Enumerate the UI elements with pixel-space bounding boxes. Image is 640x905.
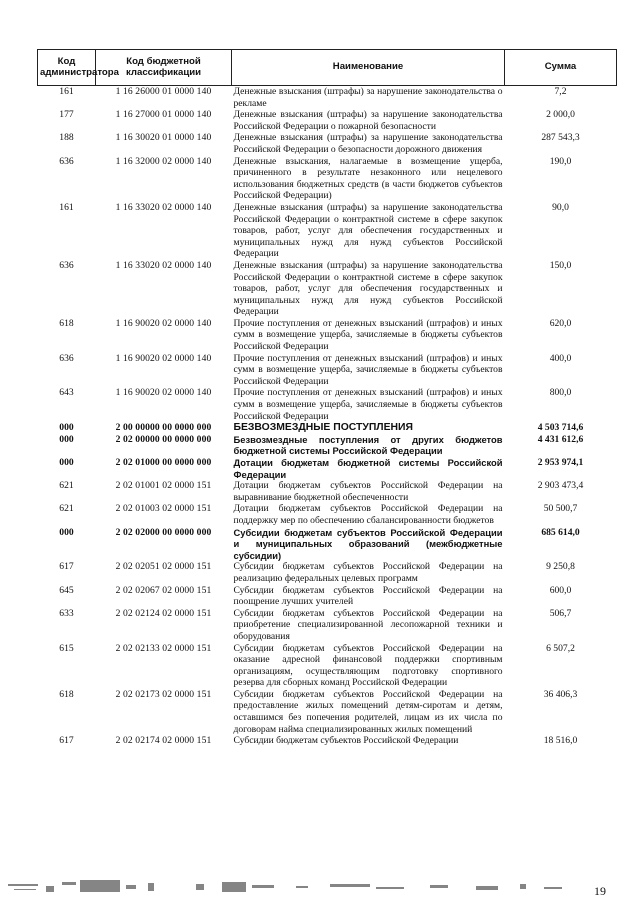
page-number: 19 [594, 884, 606, 898]
admin-code-cell: 615 [59, 642, 74, 654]
name-cell: Денежные взыскания, налагаемые в возмещение ущерба, причиненного в результате незаконного или нецелевого использования бюджетных средств (в части бюджетов субъектов Российской Федерации) [233, 155, 503, 202]
admin-code-cell: 177 [59, 109, 74, 121]
name-cell: Субсидии бюджетам субъектов Российской Федерации [233, 735, 459, 747]
admin-code-cell: 161 [59, 86, 74, 97]
budget-code-cell: 2 02 01003 02 0000 151 [115, 503, 212, 515]
budget-code-cell: 2 02 02051 02 0000 151 [115, 561, 212, 573]
budget-code-cell: 2 02 02124 02 0000 151 [115, 607, 212, 619]
sum-cell: 18 516,0 [543, 735, 578, 747]
budget-code-cell: 2 00 00000 00 0000 000 [115, 422, 212, 434]
budget-code-cell: 2 02 01000 00 0000 000 [115, 457, 212, 468]
name-cell: Субсидии бюджетам субъектов Российской Федерации на приобретение специализированной лесопожарной техники и оборудования [233, 607, 503, 642]
table-row [38, 109, 617, 132]
table-row [38, 86, 617, 110]
header-admin-code: Код администратора [38, 50, 96, 86]
table-row [38, 260, 617, 318]
admin-code-cell: 618 [59, 317, 74, 329]
table-row [38, 387, 617, 422]
admin-code-cell: 633 [59, 607, 74, 619]
admin-code-cell: 617 [59, 561, 74, 573]
sum-cell: 9 250,8 [546, 561, 575, 573]
budget-code-cell: 2 02 02133 02 0000 151 [115, 642, 212, 654]
name-cell: Дотации бюджетам субъектов Российской Федерации на поддержку мер по обеспечению сбалансированности бюджетов [233, 503, 503, 526]
sum-cell: 36 406,3 [543, 688, 578, 700]
sum-cell: 50 500,7 [543, 503, 578, 515]
table-row [38, 735, 617, 747]
table-row [38, 434, 617, 457]
name-cell: Денежные взыскания (штрафы) за нарушение законодательства Российской Федерации о контрактной системе в сфере закупок товаров, работ, услуг для обеспечения государственных и муниципальных нужд для нужд субъектов Российской Федерации [233, 259, 503, 318]
budget-code-cell: 2 02 02173 02 0000 151 [115, 688, 212, 700]
sum-cell: 685 614,0 [541, 526, 580, 538]
budget-code-cell: 1 16 27000 01 0000 140 [115, 109, 212, 121]
table-row [38, 503, 617, 526]
budget-code-cell: 1 16 90020 02 0000 140 [115, 387, 212, 399]
admin-code-cell: 161 [59, 201, 74, 213]
admin-code-cell: 643 [59, 387, 74, 399]
sum-cell: 190,0 [549, 155, 572, 167]
budget-code-cell: 1 16 33020 02 0000 140 [115, 259, 212, 271]
table-row [38, 353, 617, 388]
table-row [38, 608, 617, 643]
sum-cell: 2 953 974,1 [537, 457, 584, 468]
name-cell: Субсидии бюджетам субъектов Российской Федерации и муниципальных образований (межбюджетные субсидии) [233, 526, 503, 561]
name-cell: Денежные взыскания (штрафы) за нарушение законодательства о рекламе [233, 86, 503, 109]
name-cell: Дотации бюджетам субъектов Российской Федерации на выравнивание бюджетной обеспеченности [233, 480, 503, 503]
budget-code-cell: 2 02 00000 00 0000 000 [115, 433, 212, 445]
admin-code-cell: 621 [59, 480, 74, 492]
sum-cell: 600,0 [549, 584, 572, 596]
sum-cell: 6 507,2 [546, 642, 575, 654]
table-row [38, 643, 617, 689]
budget-code-cell: 1 16 33020 02 0000 140 [115, 201, 212, 213]
header-sum: Сумма [505, 50, 617, 86]
table-row [38, 457, 617, 480]
budget-code-cell: 1 16 90020 02 0000 140 [115, 317, 212, 329]
sum-cell: 7,2 [554, 86, 567, 97]
sum-cell: 4 503 714,6 [537, 422, 584, 434]
budget-code-cell: 2 02 02174 02 0000 151 [115, 735, 212, 747]
budget-code-cell: 2 02 02067 02 0000 151 [115, 584, 212, 596]
name-cell: Денежные взыскания (штрафы) за нарушение законодательства Российской Федерации о контрактной системе в сфере закупок товаров, работ, услуг для обеспечения государственных и муниципальных нужд для нужд субъектов Российской Федерации [233, 201, 503, 260]
sum-cell: 620,0 [549, 317, 572, 329]
admin-code-cell: 621 [59, 503, 74, 515]
name-cell: Субсидии бюджетам субъектов Российской Федерации на оказание адресной финансовой поддержки спортивным организациям, осуществляющим подготовку спортивного резерва для сборных команд Российской Федерации [233, 642, 503, 689]
name-cell: Денежные взыскания (штрафы) за нарушение законодательства Российской Федерации о безопасности дорожного движения [233, 132, 503, 155]
name-cell: БЕЗВОЗМЕЗДНЫЕ ПОСТУПЛЕНИЯ [233, 422, 413, 434]
name-cell: Дотации бюджетам бюджетной системы Российской Федерации [233, 457, 503, 480]
budget-code-cell: 1 16 30020 01 0000 140 [115, 132, 212, 144]
budget-code-cell: 1 16 32000 02 0000 140 [115, 155, 212, 167]
admin-code-cell: 000 [59, 526, 74, 538]
sum-cell: 150,0 [549, 259, 572, 271]
table-row [38, 202, 617, 260]
admin-code-cell: 000 [59, 433, 74, 445]
name-cell: Безвозмездные поступления от других бюджетов бюджетной системы Российской Федерации [233, 433, 503, 457]
sum-cell: 287 543,3 [541, 132, 580, 144]
budget-code-cell: 1 16 26000 01 0000 140 [115, 86, 212, 97]
admin-code-cell: 618 [59, 688, 74, 700]
admin-code-cell: 000 [59, 457, 74, 468]
budget-table [37, 49, 617, 747]
table-row [38, 527, 617, 562]
name-cell: Прочие поступления от денежных взысканий (штрафов) и иных сумм в возмещение ущерба, зачисляемые в бюджеты субъектов Российской Федерации [233, 387, 503, 422]
admin-code-cell: 617 [59, 735, 74, 747]
sum-cell: 2 903 473,4 [537, 480, 584, 492]
table-row [38, 689, 617, 735]
table-row [38, 132, 617, 155]
budget-code-cell: 2 02 02000 00 0000 000 [115, 526, 212, 538]
sum-cell: 4 431 612,6 [537, 433, 584, 445]
budget-code-cell: 1 16 90020 02 0000 140 [115, 352, 212, 364]
sum-cell: 90,0 [552, 201, 569, 213]
name-cell: Субсидии бюджетам субъектов Российской Федерации на поощрение лучших учителей [233, 584, 503, 608]
name-cell: Прочие поступления от денежных взысканий (штрафов) и иных сумм в возмещение ущерба, зачисляемые в бюджеты субъектов Российской Федерации [233, 352, 503, 387]
admin-code-cell: 636 [59, 259, 74, 271]
sum-cell: 2 000,0 [546, 109, 575, 121]
admin-code-cell: 000 [59, 422, 74, 434]
table-row [38, 156, 617, 202]
admin-code-cell: 645 [59, 584, 74, 596]
admin-code-cell: 636 [59, 155, 74, 167]
table-row [38, 585, 617, 608]
header-budget-code: Код бюджетной классификации [96, 50, 232, 86]
table-row [38, 561, 617, 584]
table-header-row [38, 50, 617, 86]
admin-code-cell: 188 [59, 132, 74, 144]
admin-code-cell: 636 [59, 352, 74, 364]
name-cell: Субсидии бюджетам субъектов Российской Федерации на реализацию федеральных целевых программ [233, 561, 503, 584]
table-row [38, 318, 617, 353]
budget-code-cell: 2 02 01001 02 0000 151 [115, 480, 212, 492]
sum-cell: 400,0 [549, 352, 572, 364]
table-row [38, 480, 617, 503]
sum-cell: 800,0 [549, 387, 572, 399]
name-cell: Прочие поступления от денежных взысканий (штрафов) и иных сумм в возмещение ущерба, зачисляемые в бюджеты субъектов Российской Федерации [233, 317, 503, 353]
header-name: Наименование [232, 50, 505, 86]
scan-noise-strip [0, 866, 640, 905]
sum-cell: 506,7 [549, 607, 572, 619]
name-cell: Денежные взыскания (штрафы) за нарушение законодательства Российской Федерации о пожарной безопасности [233, 109, 503, 132]
table-row [38, 422, 617, 434]
table-body [38, 86, 617, 747]
name-cell: Субсидии бюджетам субъектов Российской Федерации на предоставление жилых помещений детям-сиротам и детям, оставшимся без попечения родителей, лицам из их числа по договорам найма специализированных жилых помещений [233, 688, 503, 735]
